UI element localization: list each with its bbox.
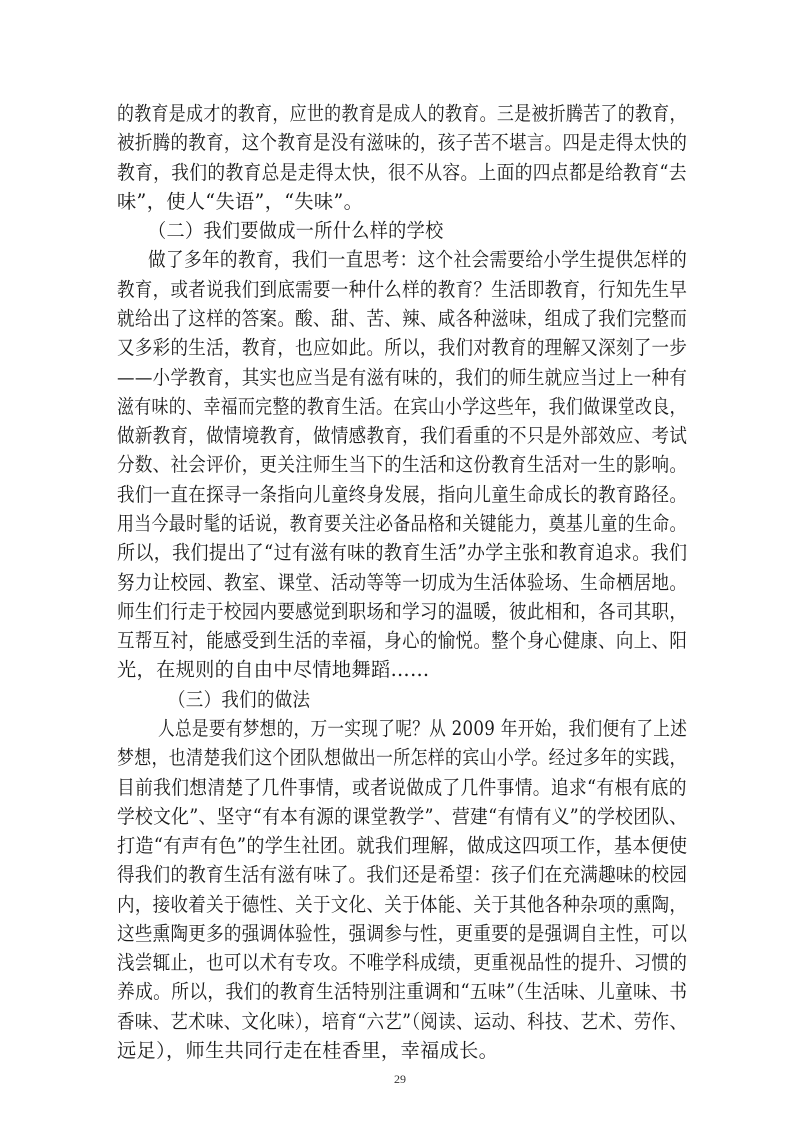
body-text-line: 就给出了这样的答案。酸、甜、苦、辣、咸各种滋味，组成了我们完整而 bbox=[117, 307, 688, 330]
section-heading-2: （二）我们要做成一所什么样的学校 bbox=[148, 219, 444, 243]
body-text-line: 远足），师生共同行走在桂香里，幸福成长。 bbox=[117, 1039, 499, 1062]
body-text-line: 的教育是成才的教育，应世的教育是成人的教育。三是被折腾苦了的教育， bbox=[117, 102, 687, 125]
body-text-line: 养成。所以，我们的教育生活特别注重调和“五味”（生活味、儿童味、书 bbox=[117, 980, 688, 1004]
body-text-line: 浅尝辄止，也可以术有专攻。不唯学科成绩，更重视品性的提升、习惯的 bbox=[117, 951, 688, 975]
body-text-line: 教育，或者说我们到底需要一种什么样的教育？生活即教育，行知先生早 bbox=[117, 277, 688, 301]
body-text-line: 分数、社会评价，更关注师生当下的生活和这份教育生活对一生的影响。 bbox=[117, 453, 688, 477]
section-heading-3: （三）我们的做法 bbox=[168, 687, 311, 711]
body-text-line: 互帮互衬，能感受到生活的幸福，身心的愉悦。整个身心健康、向上、阳 bbox=[117, 629, 688, 653]
body-text-line: 香味、艺术味、文化味），培育“六艺”（阅读、运动、科技、艺术、劳作、 bbox=[117, 1009, 688, 1033]
body-text-line: 光，在规则的自由中尽情地舞蹈…… bbox=[117, 658, 430, 682]
body-text-line: 滋有味的、幸福而完整的教育生活。在宾山小学这些年，我们做课堂改良， bbox=[117, 394, 687, 418]
body-text-line: ——小学教育，其实也应当是有滋有味的，我们的师生就应当过上一种有 bbox=[117, 365, 688, 389]
body-text-line: 被折腾的教育，这个教育是没有滋味的，孩子苦不堪言。四是走得太快的 bbox=[117, 131, 688, 155]
body-text-line: 梦想，也清楚我们这个团队想做出一所怎样的宾山小学。经过多年的实践， bbox=[117, 746, 687, 770]
body-text-line: 努力让校园、教室、课堂、活动等等一切成为生活体验场、生命栖居地。 bbox=[117, 570, 688, 594]
body-text-line: 目前我们想清楚了几件事情，或者说做成了几件事情。追求“有根有底的 bbox=[117, 775, 687, 799]
body-text-line: 用当今最时髦的话说，教育要关注必备品格和关键能力，奠基儿童的生命。 bbox=[117, 511, 687, 535]
body-text-line: 师生们行走于校园内要感觉到职场和学习的温暖，彼此相和，各司其职， bbox=[117, 599, 688, 623]
body-text-line: 所以，我们提出了“过有滋有味的教育生活”办学主张和教育追求。我们 bbox=[117, 541, 688, 565]
page-number: 29 bbox=[394, 1072, 406, 1086]
body-text-line: 教育，我们的教育总是走得太快，很不从容。上面的四点都是给教育“去 bbox=[117, 160, 687, 184]
body-text-line: 学校文化”、坚守“有本有源的课堂教学”、营建“有情有义”的学校团队、 bbox=[117, 804, 688, 828]
body-text-line: 做了多年的教育，我们一直思考：这个社会需要给小学生提供怎样的 bbox=[148, 248, 688, 272]
body-text-line: 我们一直在探寻一条指向儿童终身发展，指向儿童生命成长的教育路径。 bbox=[117, 482, 688, 506]
body-text-line: 打造“有声有色”的学生社团。就我们理解，做成这四项工作，基本便使 bbox=[117, 834, 688, 857]
body-text-line: 这些熏陶更多的强调体验性，强调参与性，更重要的是强调自主性，可以 bbox=[117, 921, 688, 945]
body-text-line: 得我们的教育生活有滋有味了。我们还是希望：孩子们在充满趣味的校园 bbox=[117, 863, 688, 887]
body-text-line: 人总是要有梦想的，万一实现了呢？从 2009 年开始，我们便有了上述 bbox=[158, 716, 688, 740]
body-text-line: 内，接收着关于德性、关于文化、关于体能、关于其他各种杂项的熏陶， bbox=[117, 892, 688, 916]
body-text-line: 味”，使人“失语”，“失味”。 bbox=[117, 189, 364, 213]
body-text-line: 做新教育，做情境教育，做情感教育，我们看重的不只是外部效应、考试 bbox=[117, 424, 688, 448]
body-text-line: 又多彩的生活，教育，也应如此。所以，我们对教育的理解又深刻了一步 bbox=[117, 336, 688, 360]
